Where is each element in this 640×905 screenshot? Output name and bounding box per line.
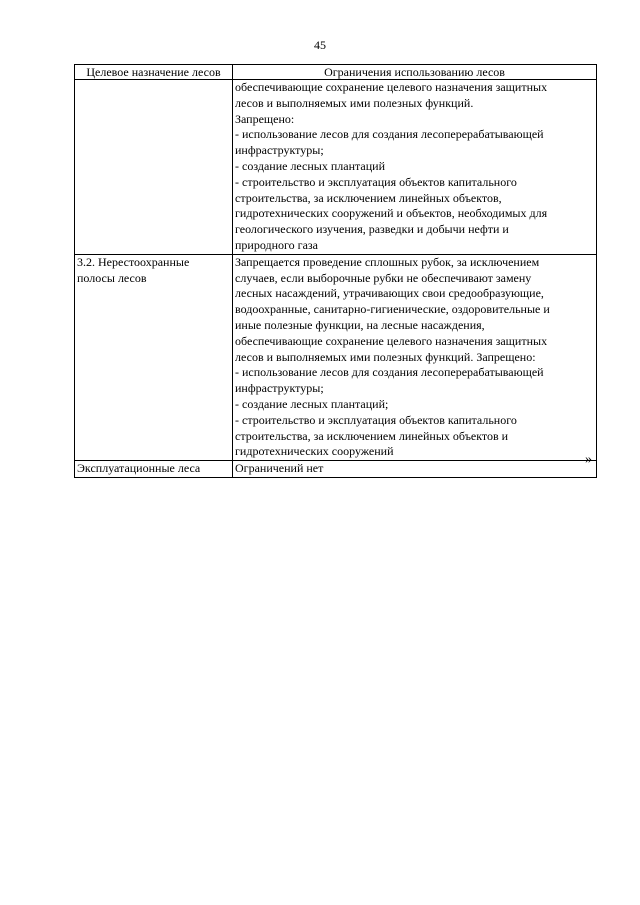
purpose-line: полосы лесов <box>77 270 147 285</box>
page-number: 45 <box>314 38 326 52</box>
restriction-line: обеспечивающие сохранение целевого назначения защитных <box>235 333 548 348</box>
restriction-line: лесов и выполняемых ими полезных функций. Запрещено: <box>235 349 536 364</box>
restriction-line: - строительство и эксплуатация объектов капитального <box>235 174 517 189</box>
restrictions-table <box>74 64 597 478</box>
table-body <box>75 80 597 478</box>
restriction-line: Запрещается проведение сплошных рубок, за исключением <box>235 254 540 269</box>
restriction-line: водоохранные, санитарно-гигиенические, оздоровительные и <box>235 302 550 317</box>
restriction-line: - использование лесов для создания лесоперерабатывающей <box>235 365 544 380</box>
restriction-line: строительства, за исключением линейных объектов, <box>235 190 502 205</box>
restriction-line: иные полезные функции, на лесные насаждения, <box>235 317 485 332</box>
cell-restrictions <box>233 80 597 255</box>
purpose-line: Эксплуатационные леса <box>77 461 201 476</box>
cell-purpose <box>75 254 233 460</box>
restriction-line: - строительство и эксплуатация объектов капитального <box>235 412 517 427</box>
restriction-line: лесов и выполняемых ими полезных функций. <box>235 95 474 110</box>
restriction-line: Запрещено: <box>235 111 295 126</box>
restriction-line: гидротехнических сооружений <box>235 444 394 459</box>
restriction-line: случаев, если выборочные рубки не обеспечивают замену <box>235 270 532 285</box>
restriction-line: Ограничений нет <box>235 461 324 476</box>
cell-restrictions <box>233 461 597 478</box>
cell-purpose <box>75 461 233 478</box>
restriction-line: - использование лесов для создания лесоперерабатывающей <box>235 127 544 142</box>
restriction-line: строительства, за исключением линейных объектов и <box>235 428 509 443</box>
restriction-line: - создание лесных плантаций; <box>235 396 389 411</box>
restriction-line: обеспечивающие сохранение целевого назначения защитных <box>235 80 548 94</box>
header-purpose: Целевое назначение лесов <box>75 65 233 80</box>
table-row <box>75 461 597 478</box>
closing-quote-mark: » <box>585 452 592 467</box>
restriction-line: инфраструктуры; <box>235 381 324 396</box>
restriction-line: инфраструктуры; <box>235 143 324 158</box>
restriction-line: гидротехнических сооружений и объектов, необходимых для <box>235 206 548 221</box>
restriction-line: - создание лесных плантаций <box>235 158 386 173</box>
cell-purpose <box>75 80 233 255</box>
purpose-line: 3.2. Нерестоохранные <box>77 254 190 269</box>
header-restrictions: Ограничения использованию лесов <box>233 65 597 80</box>
cell-restrictions <box>233 254 597 460</box>
restriction-line: геологического изучения, разведки и добычи нефти и <box>235 222 509 237</box>
table-row <box>75 80 597 255</box>
table-row <box>75 254 597 460</box>
restriction-line: природного газа <box>235 237 318 252</box>
restriction-line: лесных насаждений, утрачивающих свои средообразующие, <box>235 286 544 301</box>
table-header-row <box>75 65 597 80</box>
